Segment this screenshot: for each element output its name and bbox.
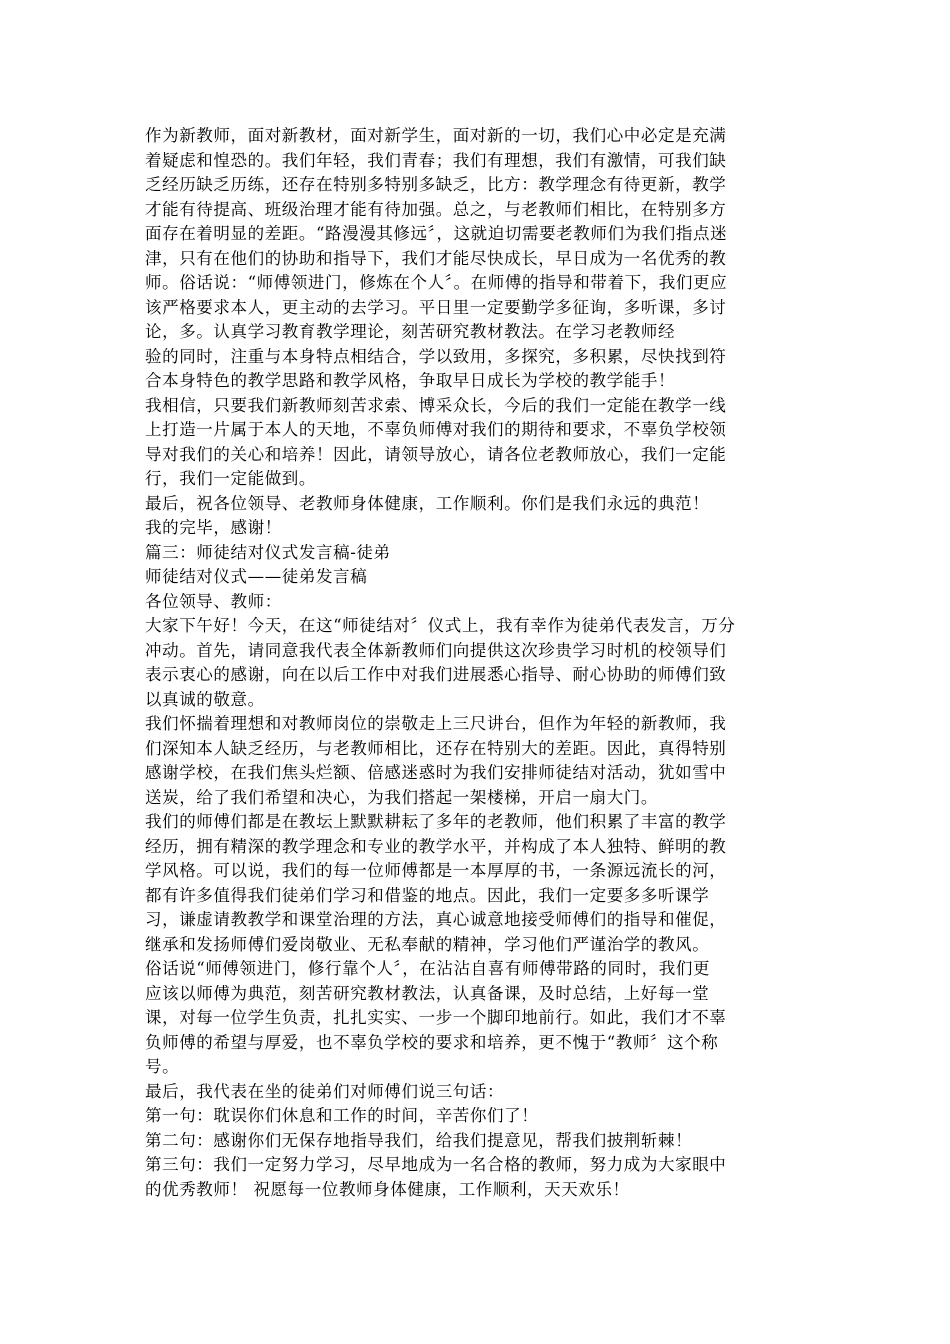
text-line: 最后，祝各位领导、老教师身体健康，工作顺利。你们是我们永远的典范！ — [145, 493, 710, 513]
text-line: 作为新教师，面对新教材，面对新学生，面对新的一切，我们心中必定是充满 — [145, 126, 727, 145]
text-line: 大家下午好！今天，在这“师徒结对〞仪式上，我有幸作为徒弟代表发言，万分 — [145, 616, 736, 635]
text-line: 应该以师傅为典范，刻苦研究教材教法，认真备课，及时总结，上好每一堂 — [145, 983, 710, 1003]
text-line: 冲动。首先，请同意我代表全体新教师们向提供这次珍贵学习时机的校领导们 — [145, 640, 727, 660]
text-line: 送炭，给了我们希望和决心，为我们搭起一架楼梯，开启一扇大门。 — [145, 787, 658, 807]
text-line: 号。 — [145, 1057, 180, 1076]
text-line: 表示衷心的感谢，向在以后工作中对我们进展悉心指导、耐心协助的师傅们致 — [145, 665, 727, 684]
text-line: 课，对每一位学生负责，扎扎实实、一步一个脚印地前行。如此，我们才不辜 — [145, 1008, 727, 1027]
text-line: 师。俗话说：“师傅领进门，修炼在个人〞。在师傅的指导和带着下，我们更应 — [145, 273, 728, 292]
text-line: 乏经历缺乏历练，还存在特别多特别多缺乏，比方：教学理念有待更新，教学 — [145, 175, 727, 194]
text-line: 合本身特色的教学思路和教学风格，争取早日成长为学校的教学能手！ — [145, 371, 676, 390]
document-body — [145, 124, 810, 1202]
text-line: 都有许多值得我们徒弟们学习和借鉴的地点。因此，我们一定要多多听课学 — [145, 885, 710, 905]
text-line: 导对我们的关心和培养！因此，请领导放心，请各位老教师放心，我们一定能 — [145, 444, 727, 464]
text-line: 第一句：耽误你们休息和工作的时间，辛苦你们了！ — [145, 1106, 539, 1125]
text-line: 验的同时，注重与本身特点相结合，学以致用，多探究，多积累，尽快找到符 — [145, 346, 727, 366]
text-line: 才能有待提高、班级治理才能有待加强。总之，与老教师们相比，在特别多方 — [145, 199, 727, 219]
text-line: 继承和发扬师傅们爱岗敬业、无私奉献的精神，学习他们严谨治学的教风。 — [145, 934, 710, 954]
speech-title: 师徒结对仪式——徒弟发言稿 — [145, 567, 368, 586]
text-line: 论，多。认真学习教育教学理论，刻苦研究教材教法。在学习老教师经 — [145, 322, 676, 341]
text-line: 以真诚的敬意。 — [145, 689, 265, 709]
text-line: 我们怀揣着理想和对教师岗位的崇敬走上三尺讲台，但作为年轻的新教师，我 — [145, 714, 727, 733]
text-line: 该严格要求本人，更主动的去学习。平日里一定要勤学多征询，多听课，多讨 — [145, 297, 727, 317]
text-line: 上打造一片属于本人的天地，不辜负师傅对我们的期待和要求，不辜负学校领 — [145, 420, 727, 439]
text-line: 感谢学校，在我们焦头烂额、倍感迷惑时为我们安排师徒结对活动，犹如雪中 — [145, 763, 727, 782]
text-line: 最后，我代表在坐的徒弟们对师傅们说三句话： — [145, 1081, 505, 1101]
text-line: 我们的师傅们都是在教坛上默默耕耘了多年的老教师，他们积累了丰富的教学 — [145, 812, 727, 831]
salutation: 各位领导、教师： — [145, 591, 282, 611]
text-line: 学风格。可以说，我们的每一位师傅都是一本厚厚的书，一条源远流长的河， — [145, 861, 727, 880]
text-line: 我的完毕，感谢！ — [145, 518, 282, 537]
section-heading: 篇三：师徒结对仪式发言稿-徒弟 — [145, 542, 391, 562]
text-line: 行，我们一定能做到。 — [145, 469, 316, 488]
text-line: 我相信，只要我们新教师刻苦求索、博采众长，今后的我们一定能在教学一线 — [145, 395, 727, 415]
text-line: 的优秀教师！ 祝愿每一位教师身体健康，工作顺利，天天欢乐！ — [145, 1179, 630, 1199]
text-line: 习，谦虚请教教学和课堂治理的方法，真心诚意地接受师傅们的指导和催促， — [145, 910, 727, 929]
text-line: 第三句：我们一定努力学习，尽早地成为一名合格的教师，努力成为大家眼中 — [145, 1155, 727, 1174]
text-line: 经历，拥有精深的教学理念和专业的教学水平，并构成了本人独特、鲜明的教 — [145, 836, 727, 856]
text-line: 第二句：感谢你们无保存地指导我们，给我们提意见，帮我们披荆斩棘！ — [145, 1130, 693, 1150]
text-line: 着疑虑和惶恐的。我们年轻，我们青春；我们有理想，我们有激情，可我们缺 — [145, 150, 727, 170]
text-line: 负师傅的希望与厚爱，也不辜负学校的要求和培养，更不愧于“教师〞这个称 — [145, 1032, 719, 1052]
text-line: 津，只有在他们的协助和指导下，我们才能尽快成长，早日成为一名优秀的教 — [145, 248, 727, 268]
text-line: 俗话说“师傅领进门，修行靠个人〞，在沾沾自喜有师傅带路的同时，我们更 — [145, 959, 711, 978]
text-line: 面存在着明显的差距。“路漫漫其修远〞，这就迫切需要老教师们为我们指点迷 — [145, 224, 728, 243]
text-line: 们深知本人缺乏经历，与老教师相比，还存在特别大的差距。因此，真得特别 — [145, 738, 727, 758]
